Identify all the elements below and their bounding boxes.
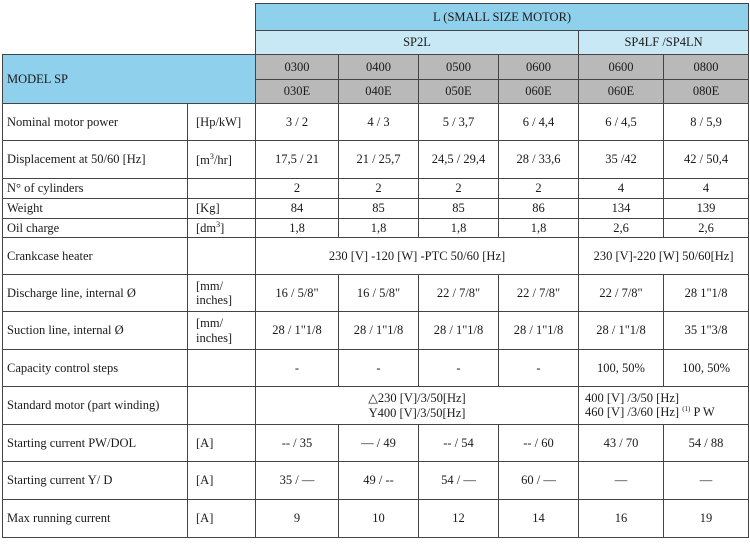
model-code: 0800 — [664, 55, 749, 80]
cell: 4 / 3 — [339, 104, 419, 141]
cell: 2 — [339, 179, 419, 199]
table-row — [3, 219, 749, 238]
row-unit: [mm/ inches] — [188, 275, 256, 312]
cell: 4 — [664, 179, 749, 199]
cell: 16 / 5/8" — [339, 275, 419, 312]
table-row — [3, 312, 749, 350]
cell: 28 1"1/8 — [664, 275, 749, 312]
table-row — [3, 425, 749, 462]
cell: 3 / 2 — [256, 104, 339, 141]
cell: 5 / 3,7 — [419, 104, 499, 141]
row-label: Crankcase heater — [3, 238, 188, 275]
table-row — [3, 387, 749, 425]
cell: 84 — [256, 199, 339, 219]
model-code-e: 030E — [256, 80, 339, 104]
table-row — [3, 179, 749, 199]
cell: 28 / 1"1/8 — [339, 312, 419, 350]
cell: 230 [V]-220 [W] 50/60[Hz] — [579, 238, 749, 275]
cell: 85 — [339, 199, 419, 219]
cell: 2 — [419, 179, 499, 199]
row-label: Starting current Y/ D — [3, 462, 188, 500]
cell: 35 1"3/8 — [664, 312, 749, 350]
model-code: 0500 — [419, 55, 499, 80]
row-label: Capacity control steps — [3, 350, 188, 387]
cell: 35 / –– — [256, 462, 339, 500]
row-unit: [mm/ inches] — [188, 312, 256, 350]
cell: 22 / 7/8" — [419, 275, 499, 312]
cell: 4 — [579, 179, 664, 199]
table-row — [3, 500, 749, 538]
cell: 1,8 — [499, 219, 579, 238]
model-code-e: 060E — [499, 80, 579, 104]
cell: –– — [664, 462, 749, 500]
cell: 17,5 / 21 — [256, 141, 339, 179]
table-row — [3, 238, 749, 275]
cell: 100, 50% — [664, 350, 749, 387]
table-row — [3, 462, 749, 500]
cell: 28 / 33,6 — [499, 141, 579, 179]
row-unit: $[m^3/hr]$ — [188, 141, 256, 179]
row-unit: [Hp/kW] — [188, 104, 256, 141]
table-row — [3, 199, 749, 219]
cell: 22 / 7/8" — [499, 275, 579, 312]
row-label: Oil charge — [3, 219, 188, 238]
cell: 400 [V] /3/50 [Hz] 460 [V] /3/60 [Hz] $^{(1)}$ P W — [579, 387, 749, 425]
row-unit — [188, 179, 256, 199]
cell: 6 / 4,4 — [499, 104, 579, 141]
cell: - — [339, 350, 419, 387]
row-unit — [188, 350, 256, 387]
cell: 1,8 — [256, 219, 339, 238]
cell: 2,6 — [664, 219, 749, 238]
cell: 35 /42 — [579, 141, 664, 179]
model-code: 0600 — [499, 55, 579, 80]
cell: 12 — [419, 500, 499, 538]
row-unit: [A] — [188, 500, 256, 538]
cell: 28 / 1"1/8 — [256, 312, 339, 350]
sp4-header: SP4LF /SP4LN — [579, 31, 749, 55]
cell: 24,5 / 29,4 — [419, 141, 499, 179]
row-label: Starting current PW/DOL — [3, 425, 188, 462]
cell: 19 — [664, 500, 749, 538]
cell: 6 / 4,5 — [579, 104, 664, 141]
cell: 85 — [419, 199, 499, 219]
cell: 16 — [579, 500, 664, 538]
model-code: 0300 — [256, 55, 339, 80]
cell: 139 — [664, 199, 749, 219]
cell: 100, 50% — [579, 350, 664, 387]
cell: 9 — [256, 500, 339, 538]
row-label: Suction line, internal Ø — [3, 312, 188, 350]
row-label: Displacement at 50/60 [Hz] — [3, 141, 188, 179]
cell: 1,8 — [339, 219, 419, 238]
row-label: N° of cylinders — [3, 179, 188, 199]
cell: 42 / 50,4 — [664, 141, 749, 179]
cell: 22 / 7/8" — [579, 275, 664, 312]
cell: 43 / 70 — [579, 425, 664, 462]
cell: 54 / 88 — [664, 425, 749, 462]
cell: 14 — [499, 500, 579, 538]
spec-table — [2, 3, 749, 538]
table-row — [3, 275, 749, 312]
cell: - — [499, 350, 579, 387]
cell: 28 / 1"1/8 — [499, 312, 579, 350]
cell: 28 / 1"1/8 — [579, 312, 664, 350]
cell: 2,6 — [579, 219, 664, 238]
cell: –– — [579, 462, 664, 500]
cell: 28 / 1"1/8 — [419, 312, 499, 350]
row-unit: [A] — [188, 462, 256, 500]
row-label: Discharge line, internal Ø — [3, 275, 188, 312]
table-row — [3, 104, 749, 141]
cell: 86 — [499, 199, 579, 219]
row-unit: [A] — [188, 425, 256, 462]
row-label: Max running current — [3, 500, 188, 538]
cell: 16 / 5/8" — [256, 275, 339, 312]
cell: 49 / -- — [339, 462, 419, 500]
cell: -- / 54 — [419, 425, 499, 462]
row-unit: [Kg] — [188, 199, 256, 219]
cell: - — [419, 350, 499, 387]
cell: -- / 35 — [256, 425, 339, 462]
row-label: Weight — [3, 199, 188, 219]
row-label: Standard motor (part winding) — [3, 387, 188, 425]
cell: 2 — [499, 179, 579, 199]
cell: 8 / 5,9 — [664, 104, 749, 141]
model-code-e: 080E — [664, 80, 749, 104]
cell: -- / 60 — [499, 425, 579, 462]
cell: 54 / –– — [419, 462, 499, 500]
model-code: 0600 — [579, 55, 664, 80]
cell: 21 / 25,7 — [339, 141, 419, 179]
table-row — [3, 350, 749, 387]
row-label: Nominal motor power — [3, 104, 188, 141]
cell: 2 — [256, 179, 339, 199]
cell: 60 / –– — [499, 462, 579, 500]
motor-group-header: L (SMALL SIZE MOTOR) — [256, 4, 749, 31]
model-code: 0400 — [339, 55, 419, 80]
model-label: MODEL SP — [3, 55, 256, 104]
cell: –– / 49 — [339, 425, 419, 462]
model-code-e: 040E — [339, 80, 419, 104]
sp2l-header: SP2L — [256, 31, 579, 55]
row-unit: $[dm^3]$ — [188, 219, 256, 238]
cell: △230 [V]/3/50[Hz] Y400 [V]/3/50[Hz] — [256, 387, 579, 425]
cell: 1,8 — [419, 219, 499, 238]
cell: - — [256, 350, 339, 387]
table-row — [3, 141, 749, 179]
model-code-e: 060E — [579, 80, 664, 104]
cell: 134 — [579, 199, 664, 219]
cell: 10 — [339, 500, 419, 538]
cell: 230 [V] -120 [W] -PTC 50/60 [Hz] — [256, 238, 579, 275]
model-code-e: 050E — [419, 80, 499, 104]
